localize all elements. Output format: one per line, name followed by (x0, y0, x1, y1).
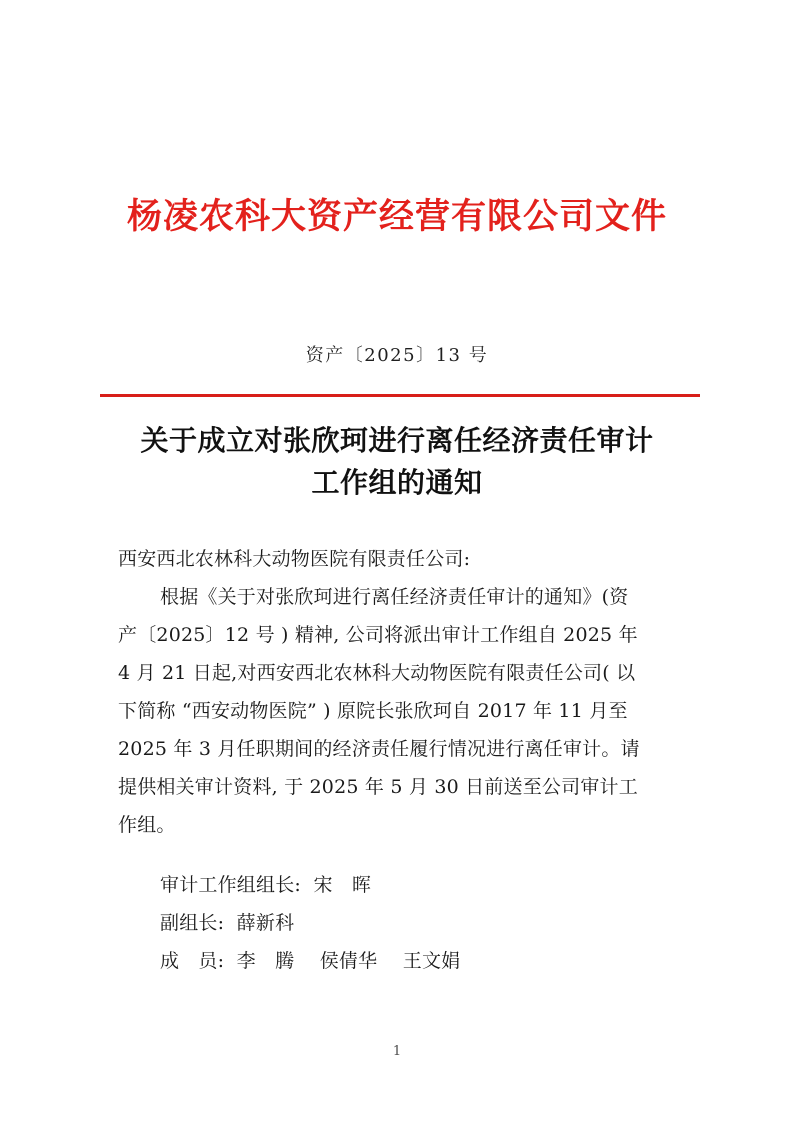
body-text (118, 540, 678, 844)
page-number: 1 (392, 1044, 402, 1059)
body-paragraph-line-6: 提供相关审计资料, 于 2025 年 5 月 30 日前送至公司审计工 (118, 776, 638, 798)
personnel-deputy-leader: 副组长: 薛新科 (160, 912, 295, 934)
page-title-line-1: 关于成立对张欣珂进行离任经济责任审计 (140, 424, 654, 457)
document-number: 资产〔2025〕13 号 (305, 345, 489, 366)
masthead (0, 196, 794, 238)
personnel-members: 成 员: 李 腾 侯倩华 王文娟 (160, 950, 461, 972)
page-title-line-2: 工作组的通知 (311, 466, 483, 499)
body-paragraph-line-5: 2025 年 3 月任职期间的经济责任履行情况进行离任审计。请 (118, 738, 640, 760)
body-paragraph-line-3: 4 月 21 日起,对西安西北农林科大动物医院有限责任公司( 以 (118, 662, 636, 684)
body-paragraph-line-2: 产〔2025〕12 号 ) 精神, 公司将派出审计工作组自 2025 年 (118, 624, 638, 646)
masthead-title: 杨凌农科大资产经营有限公司文件 (126, 196, 667, 237)
body-addressee: 西安西北农林科大动物医院有限责任公司: (118, 548, 471, 570)
page-title (117, 420, 677, 504)
body-paragraph-line-7: 作组。 (118, 814, 176, 836)
page-footer (0, 1040, 794, 1059)
body-paragraph-line-4: 下简称 “西安动物医院” ) 原院长张欣珂自 2017 年 11 月至 (118, 700, 628, 722)
document-number-row (0, 341, 794, 367)
personnel-list (118, 866, 678, 980)
personnel-team-leader: 审计工作组组长: 宋 晖 (160, 874, 372, 896)
body-paragraph-line-1: 根据《关于对张欣珂进行离任经济责任审计的通知》(资 (160, 586, 629, 608)
red-separator-rule (100, 394, 700, 397)
